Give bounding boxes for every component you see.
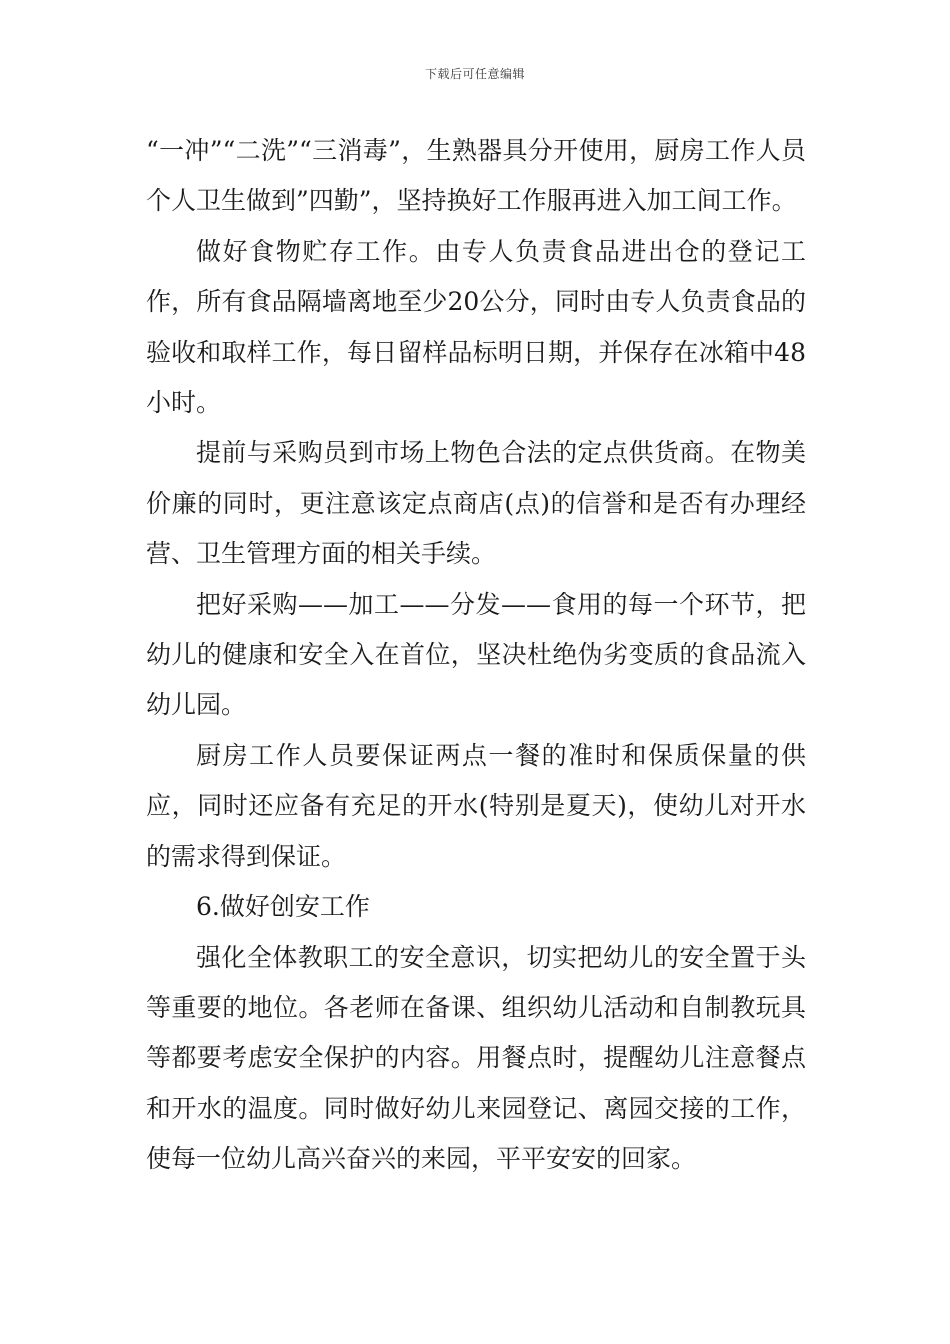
paragraph-1: “一冲”“二洗”“三消毒”，生熟器具分开使用，厨房工作人员个人卫生做到”四勤”，坚持换好工作服再进入加工间工作。	[146, 136, 806, 216]
paragraph-2: 做好食物贮存工作。由专人负责食品进出仓的登记工作，所有食品隔墙离地至少20公分，同时由专人负责食品的验收和取样工作，每日留样品标明日期，并保存在冰箱中48小时。	[146, 236, 806, 418]
paragraph-7: 强化全体教职工的安全意识，切实把幼儿的安全置于头等重要的地位。各老师在备课、组织幼儿活动和自制教玩具等都要考虑安全保护的内容。用餐点时，提醒幼儿注意餐点和开水的温度。同时做好幼儿来园登记、离园交接的工作，使每一位幼儿高兴奋兴的来园，平平安安的回家。	[146, 942, 806, 1174]
paragraph-5: 厨房工作人员要保证两点一餐的准时和保质保量的供应，同时还应备有充足的开水(特别是夏天)，使幼儿对开水的需求得到保证。	[146, 740, 806, 871]
document-body	[146, 126, 806, 1185]
paragraph-4: 把好采购——加工——分发——食用的每一个环节，把幼儿的健康和安全入在首位，坚决杜绝伪劣变质的食品流入幼儿园。	[146, 589, 806, 720]
section-heading: 6.做好创安工作	[196, 892, 370, 922]
paragraph-3: 提前与采购员到市场上物色合法的定点供货商。在物美价廉的同时，更注意该定点商店(点)的信誉和是否有办理经营、卫生管理方面的相关手续。	[146, 438, 806, 569]
page-header: 下载后可任意编辑	[424, 67, 525, 81]
